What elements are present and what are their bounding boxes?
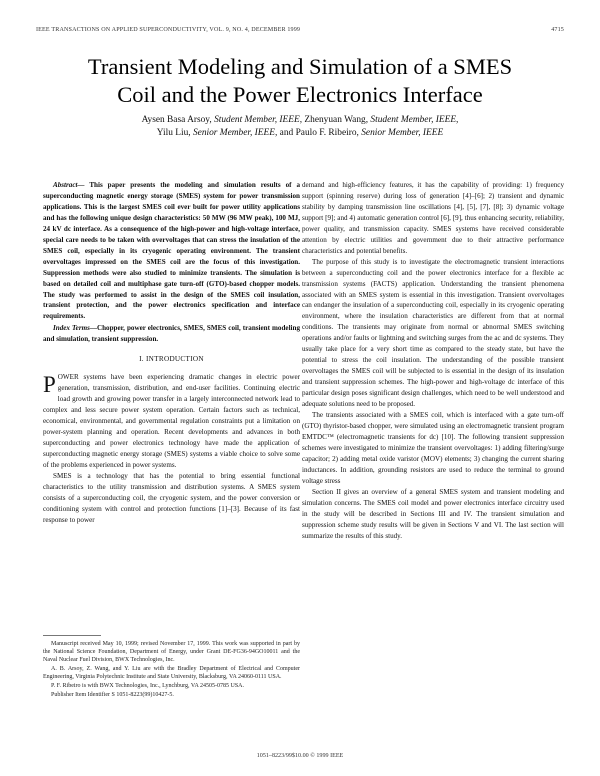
- page-number: 4715: [551, 27, 564, 33]
- body-paragraph: Section II gives an overview of a general SMES system and transient modeling and simulation concerns. The SMES coil model and power electronics interface circuitry used in the study will be described in Sections III and IV. The transient simulation and suppression scheme study results will be given in Sections V and VI. The last section will summarize the results of this study.: [302, 487, 564, 540]
- intro-paragraph-1: [43, 372, 300, 471]
- abstract: [43, 180, 300, 322]
- footnote-affiliation: P. F. Ribeiro is with BWX Technologies, Inc., Lynchburg, VA 24505-0785 USA.: [51, 683, 244, 690]
- author-block: [30, 114, 570, 140]
- journal-title: IEEE TRANSACTIONS ON APPLIED SUPERCONDUCTIVITY, VOL. 9, NO. 4, DECEMBER 1999: [36, 27, 301, 33]
- author-name: Zhenyuan Wang,: [304, 115, 369, 125]
- copyright-line: 1051–8223/99$10.00 © 1999 IEEE: [256, 753, 344, 759]
- drop-cap: P: [43, 372, 56, 398]
- author-name: Yilu Liu,: [156, 128, 191, 138]
- author-role: Student Member, IEEE,: [214, 115, 303, 125]
- footnote-rule: [43, 635, 101, 636]
- index-terms: [43, 323, 300, 345]
- author-name: Aysen Basa Arsoy,: [141, 115, 212, 125]
- title-line-2: Coil and the Power Electronics Interface: [117, 82, 483, 107]
- author-role: Senior Member, IEEE,: [192, 128, 278, 138]
- author-line-1: [30, 114, 570, 127]
- index-terms-text: —Chopper, power electronics, SMES, SMES coil, transient modeling and simulation, transient suppression.: [43, 324, 300, 344]
- left-column: [43, 180, 300, 526]
- footnote-publisher-id: Publisher Item Identifier S 1051-8223(99)10427-5.: [51, 691, 174, 698]
- intro-paragraph-1-text: OWER systems have been experiencing dramatic changes in electric power generation, transmission, distribution, and end-user facilities. Continuing electric load growth and growing power transfer in a largely interconnected network lead to complex and less secure power system operation. Certain factors such as technical, economical, environmental, and governmental regulation constraints put a limitation on power-system planning and operation. Recent developments and advances in both superconducting and power electronics technology have made the application of superconducting magnetic energy storage (SMES) systems a viable choice to solve some of the problems experienced in power systems.: [43, 373, 300, 469]
- section-heading: I. INTRODUCTION: [139, 355, 204, 364]
- title-line-1: Transient Modeling and Simulation of a SMES: [87, 54, 513, 79]
- footnotes: [43, 635, 300, 699]
- author-name: Paulo F. Ribeiro,: [295, 128, 359, 138]
- running-header: [36, 27, 564, 33]
- intro-paragraph-2: SMES is a technology that has the potential to bring essential functional characteristics to the utility transmission and distribution systems. A SMES system consists of a superconducting coil, the cryogenic system, and the power conversion or conditioning system with control and protection functions [1]–[3]. Because of its fast response to power: [43, 471, 300, 524]
- paper-title: [30, 53, 570, 109]
- index-terms-lead: Index Terms: [53, 324, 90, 333]
- author-role: Student Member, IEEE,: [370, 115, 459, 125]
- author-line-2: [30, 127, 570, 140]
- body-paragraph: The purpose of this study is to investigate the electromagnetic transient interactions between a superconducting coil and the power electronics interface for a flexible ac transmission systems (FACTS) application. Understanding the transient phenomena associated with an SMES system is essential in this investigation. Transient overvoltages can endanger the insulation of a superconducting coil, especially in its cryogenic operating environment, where the insulation characteristics are different from that at normal conditions. The transients may originate from normal or abnormal SMES switching operations and/or faults or lightning and switching surges from the ac and dc systems. They usually take place for a very short time as compared to the steady state, but have the potential to stress the coil insulation. The understanding of the possible transient overvoltages the SMES coil will be subjected to is essential in the design of its insulation and transient suppression schemes. The high-power and high-voltage dc interface of this particular design poses significant design challenges, which need to be well understood and adequate solutions need to be proposed.: [302, 257, 564, 409]
- abstract-text: This paper presents the modeling and simulation results of a superconducting magnetic energy storage (SMES) system for power transmission applications. This is the largest SMES coil ever built for power utility applications and has the following unique design characteristics: 50 MW (96 MW peak), 100 MJ, 24 kV dc interface. As a consequence of the high-power and high-voltage interface, special care needs to be taken with overvoltages that can stress the insulation of the SMES coil, especially in its cryogenic operating environment. The transient overvoltages impressed on the SMES coil are the focus of this investigation. Suppression methods were also studied to minimize transients. The simulation is based on detailed coil and multiphase gate turn-off (GTO)-based chopper models. The study was performed to assist in the design of the SMES coil insulation, transient protection, and the power electronics specification and interface requirements.: [43, 181, 300, 321]
- body-paragraph: demand and high-efficiency features, it has the capability of providing: 1) frequency support (spinning reserve) during loss of generation [4]–[6]; 2) transient and dynamic stability by damping transmission line oscillations [4], [5], [7], [8]; 3) dynamic voltage support [9]; and 4) automatic generation control [6], [9], thus enhancing security, reliability, power quality, and transmission capacity. SMES systems have received considerable attention by electric utilities and government due to their attractive performance characteristics and potential benefits.: [302, 181, 564, 255]
- footnote-manuscript: Manuscript received May 10, 1999; revised November 17, 1999. This work was supported in part by the National Science Foundation, Department of Energy, under Grant DE-FG36-94GO10011 and the Naval Nuclear Fuel Division, BWX Technologies, Inc.: [43, 641, 300, 664]
- author-connector: and: [279, 128, 294, 138]
- right-column: [302, 180, 564, 541]
- body-paragraph: The transients associated with a SMES coil, which is interfaced with a gate turn-off (GTO) thyristor-based chopper, were simulated using an electromagnetic transient program EMTDC™ (electromagnetic transients for dc) [10]. The following transient suppression schemes were investigated to minimize the transient overvoltages: 1) adding filtering/surge capacitor; 2) adding metal oxide varistor (MOV) elements; 3) changing the current sharing inductances. In addition, grounding resistors are used to reduce the terminal to ground voltage stress: [302, 411, 564, 485]
- footnote-affiliation: A. B. Arsoy, Z. Wang, and Y. Liu are with the Bradley Department of Electrical and Computer Engineering, Virginia Polytechnic Institute and State University, Blacksburg, VA 24060-0111 USA.: [43, 666, 300, 681]
- abstract-lead: Abstract—: [53, 181, 85, 189]
- author-role: Senior Member, IEEE: [361, 128, 444, 138]
